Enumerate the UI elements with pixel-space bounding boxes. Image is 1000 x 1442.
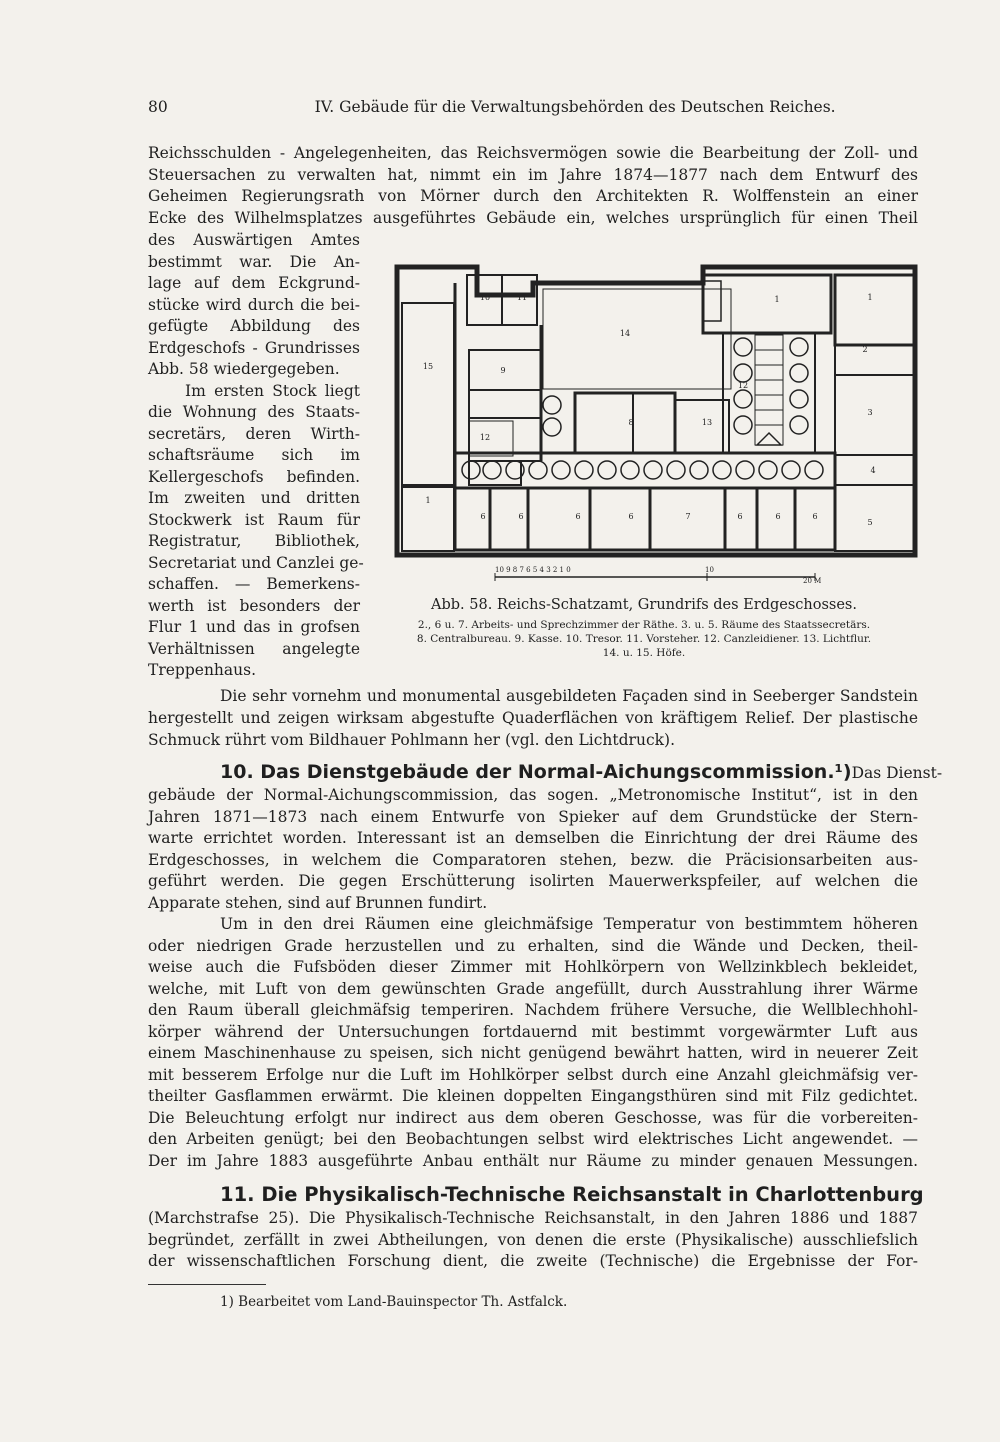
- text-line: Die Beleuchtung erfolgt nur indirect aus dem oberen Geschosse, was für die vorbereiten-: [148, 1108, 918, 1127]
- text-line: gebäude der Normal-Aichungscommission, das sogen. „Metronomische Institut“, ist in den: [148, 786, 918, 804]
- text-line: Erdgeschosses, in welchem die Comparatoren stehen, bezw. die Präcisionsarbeiten aus-: [148, 850, 918, 869]
- room-label: 6: [480, 512, 486, 521]
- text-line: Geheimen Regierungsrath von Mörner durch den Architekten R. Wolffenstein an einer: [148, 187, 918, 205]
- text-line: secretärs, deren Wirth-: [148, 424, 360, 443]
- room-label: 6: [775, 512, 781, 521]
- text-line: lage auf dem Eckgrund-: [148, 274, 360, 292]
- text-line: des Auswärtigen Amtes: [148, 231, 360, 249]
- text-line: Jahren 1871—1873 nach einem Entwurfe von Spieker auf dem Grundstücke der Stern-: [148, 807, 918, 826]
- text-line: bestimmt war. Die An-: [148, 252, 360, 271]
- room-label: 14: [619, 329, 631, 338]
- room-label: 6: [812, 512, 818, 521]
- room-label: 3: [867, 408, 873, 417]
- section-10-heading-line: [220, 761, 943, 785]
- text-line: oder niedrigen Grade herzustellen und zu erhalten, sind die Wände und Decken, theil-: [148, 936, 918, 955]
- text-line: Im ersten Stock liegt: [185, 381, 360, 400]
- text-line: schaffen. — Bemerkens-: [148, 575, 360, 593]
- room-label: 5: [867, 518, 873, 527]
- text-line: einem Maschinenhause zu speisen, sich nicht genügend bewährt hatten, wird in neuerer Zeit: [148, 1044, 918, 1062]
- figure-legend-line: 2., 6 u. 7. Arbeits- und Sprechzimmer der Räthe. 3. u. 5. Räume des Staatssecretärs.: [417, 619, 871, 631]
- room-label: 10: [479, 293, 491, 302]
- text-line: welche, mit Luft von dem gewünschten Grade angefüllt, durch Ausstrahlung ihrer Wärme: [148, 979, 918, 998]
- text-line: Apparate stehen, sind auf Brunnen fundirt.: [148, 893, 488, 912]
- text-line: Um in den drei Räumen eine gleichmäfsige Temperatur von bestimmtem höheren: [220, 915, 918, 933]
- room-label: 12: [737, 381, 749, 390]
- text-line: den Arbeiten genügt; bei den Beobachtungen selbst wird elektrisches Licht angewendet. —: [148, 1130, 918, 1148]
- text-line: geführt werden. Die gegen Erschütterung isolirten Mauerwerkspfeiler, auf welchen die: [148, 872, 918, 890]
- room-label: 11: [516, 293, 528, 302]
- text-line: Der im Jahre 1883 ausgeführte Anbau enthält nur Räume zu minder genauen Messungen.: [148, 1151, 918, 1170]
- text-line: Reichsschulden - Angelegenheiten, das Reichsvermögen sowie die Bearbeitung der Zoll- und: [148, 144, 918, 162]
- text-line: Kellergeschofs befinden.: [148, 467, 360, 486]
- text-line: körper während der Untersuchungen fortdauernd mit bestimmt vorgewärmter Luft aus: [148, 1022, 918, 1041]
- text-line: begründet, zerfällt in zwei Abtheilungen, von denen die erste (Physikalische) ausschliefslich: [148, 1230, 918, 1249]
- room-label: 6: [737, 512, 743, 521]
- text-line: Verhältnissen angelegte: [148, 639, 360, 658]
- text-line: theilter Gasflammen erwärmt. Die kleinen doppelten Eingangsthüren sind mit Filz gedichtet.: [148, 1087, 918, 1105]
- text-line: der wissenschaftlichen Forschung dient, die zweite (Technische) die Ergebnisse der For-: [148, 1252, 918, 1270]
- running-title: IV. Gebäude für die Verwaltungsbehörden des Deutschen Reiches.: [314, 98, 836, 116]
- section-10-heading-tail: Das Dienst-: [851, 764, 943, 782]
- footnote-rule: [148, 1284, 266, 1285]
- section-11-heading: 11. Die Physikalisch-Technische Reichsanstalt in Charlottenburg: [220, 1183, 924, 1206]
- page-number: 80: [148, 98, 168, 116]
- text-line: hergestellt und zeigen wirksam abgestufte Quaderflächen von kräftigem Relief. Der plastische: [148, 709, 918, 727]
- footnote: 1) Bearbeitet vom Land-Bauinspector Th. Astfalck.: [220, 1294, 568, 1310]
- section-10-heading: 10. Das Dienstgebäude der Normal-Aichungscommission.¹): [220, 761, 852, 783]
- outer-walls: [397, 267, 915, 555]
- scale-label-mid: 10: [705, 566, 714, 574]
- text-line: Abb. 58 wiedergegeben.: [148, 360, 340, 378]
- room-label: 1: [867, 293, 873, 302]
- text-line: (Marchstrafse 25). Die Physikalisch-Technische Reichsanstalt, in den Jahren 1886 und 1887: [148, 1209, 918, 1227]
- room-label: 8: [628, 418, 634, 427]
- text-line: Treppenhaus.: [148, 661, 257, 679]
- room-label: 2: [862, 345, 868, 354]
- text-line: werth ist besonders der: [148, 596, 360, 615]
- floor-plan-figure: [385, 255, 925, 590]
- room-label: 9: [500, 366, 506, 375]
- text-line: mit besserem Erfolge nur die Luft im Hohlkörper selbst durch eine Anzahl gleichmäfsig ver-: [148, 1065, 918, 1084]
- figure-legend-line: 8. Centralbureau. 9. Kasse. 10. Tresor. 11. Vorsteher. 12. Canzleidiener. 13. Lichtflur.: [416, 633, 872, 645]
- room-label: 7: [685, 512, 691, 521]
- text-line: den Raum überall gleichmäfsig temperiren. Nachdem frühere Versuche, die Wellblechhohl-: [148, 1001, 918, 1019]
- text-line: Secretariat und Canzlei ge-: [148, 553, 364, 572]
- text-line: Flur 1 und das in grofsen: [148, 618, 360, 636]
- text-line: schaftsräume sich im: [148, 446, 360, 464]
- text-line: Im zweiten und dritten: [148, 489, 360, 507]
- room-label: 1: [425, 496, 431, 505]
- text-line: Schmuck rührt vom Bildhauer Pohlmann her (vgl. den Lichtdruck).: [148, 730, 675, 749]
- text-line: Die sehr vornehm und monumental ausgebildeten Façaden sind in Seeberger Sandstein: [220, 687, 918, 705]
- room-label: 13: [701, 418, 713, 427]
- scale-label-left: 10 9 8 7 6 5 4 3 2 1 0: [495, 566, 571, 574]
- text-line: die Wohnung des Staats-: [148, 403, 360, 421]
- scale-label-right: 20 M: [803, 577, 822, 585]
- room-label: 12: [479, 433, 491, 442]
- room-label: 4: [870, 466, 876, 475]
- text-line: gefügte Abbildung des: [148, 317, 360, 335]
- scale-bar: [495, 566, 821, 585]
- room-label: 15: [422, 362, 434, 371]
- room-label: 1: [774, 295, 780, 304]
- text-line: stücke wird durch die bei-: [148, 295, 360, 314]
- text-line: Erdgeschofs - Grundrisses: [148, 338, 360, 357]
- figure-caption: Abb. 58. Reichs-Schatzamt, Grundrifs des Erdgeschosses.: [431, 597, 857, 613]
- room-label: 6: [575, 512, 581, 521]
- room-label: 6: [628, 512, 634, 521]
- figure-legend-line: 14. u. 15. Höfe.: [602, 647, 686, 659]
- text-line: Ecke des Wilhelmsplatzes ausgeführtes Gebäude ein, welches ursprünglich für einen Theil: [148, 208, 918, 227]
- text-line: Registratur, Bibliothek,: [148, 532, 360, 550]
- corridor-pillars: [462, 338, 823, 479]
- room-label: 6: [518, 512, 524, 521]
- text-line: Stockwerk ist Raum für: [148, 510, 360, 529]
- running-head: [148, 98, 918, 116]
- text-line: Steuersachen zu verwalten hat, nimmt ein im Jahre 1874—1877 nach dem Entwurf des: [148, 165, 918, 184]
- text-line: warte errichtet worden. Interessant ist an demselben die Einrichtung der drei Räume des: [148, 829, 918, 847]
- text-line: weise auch die Fufsböden dieser Zimmer mit Hohlkörpern von Wellzinkblech bekleidet,: [148, 958, 918, 976]
